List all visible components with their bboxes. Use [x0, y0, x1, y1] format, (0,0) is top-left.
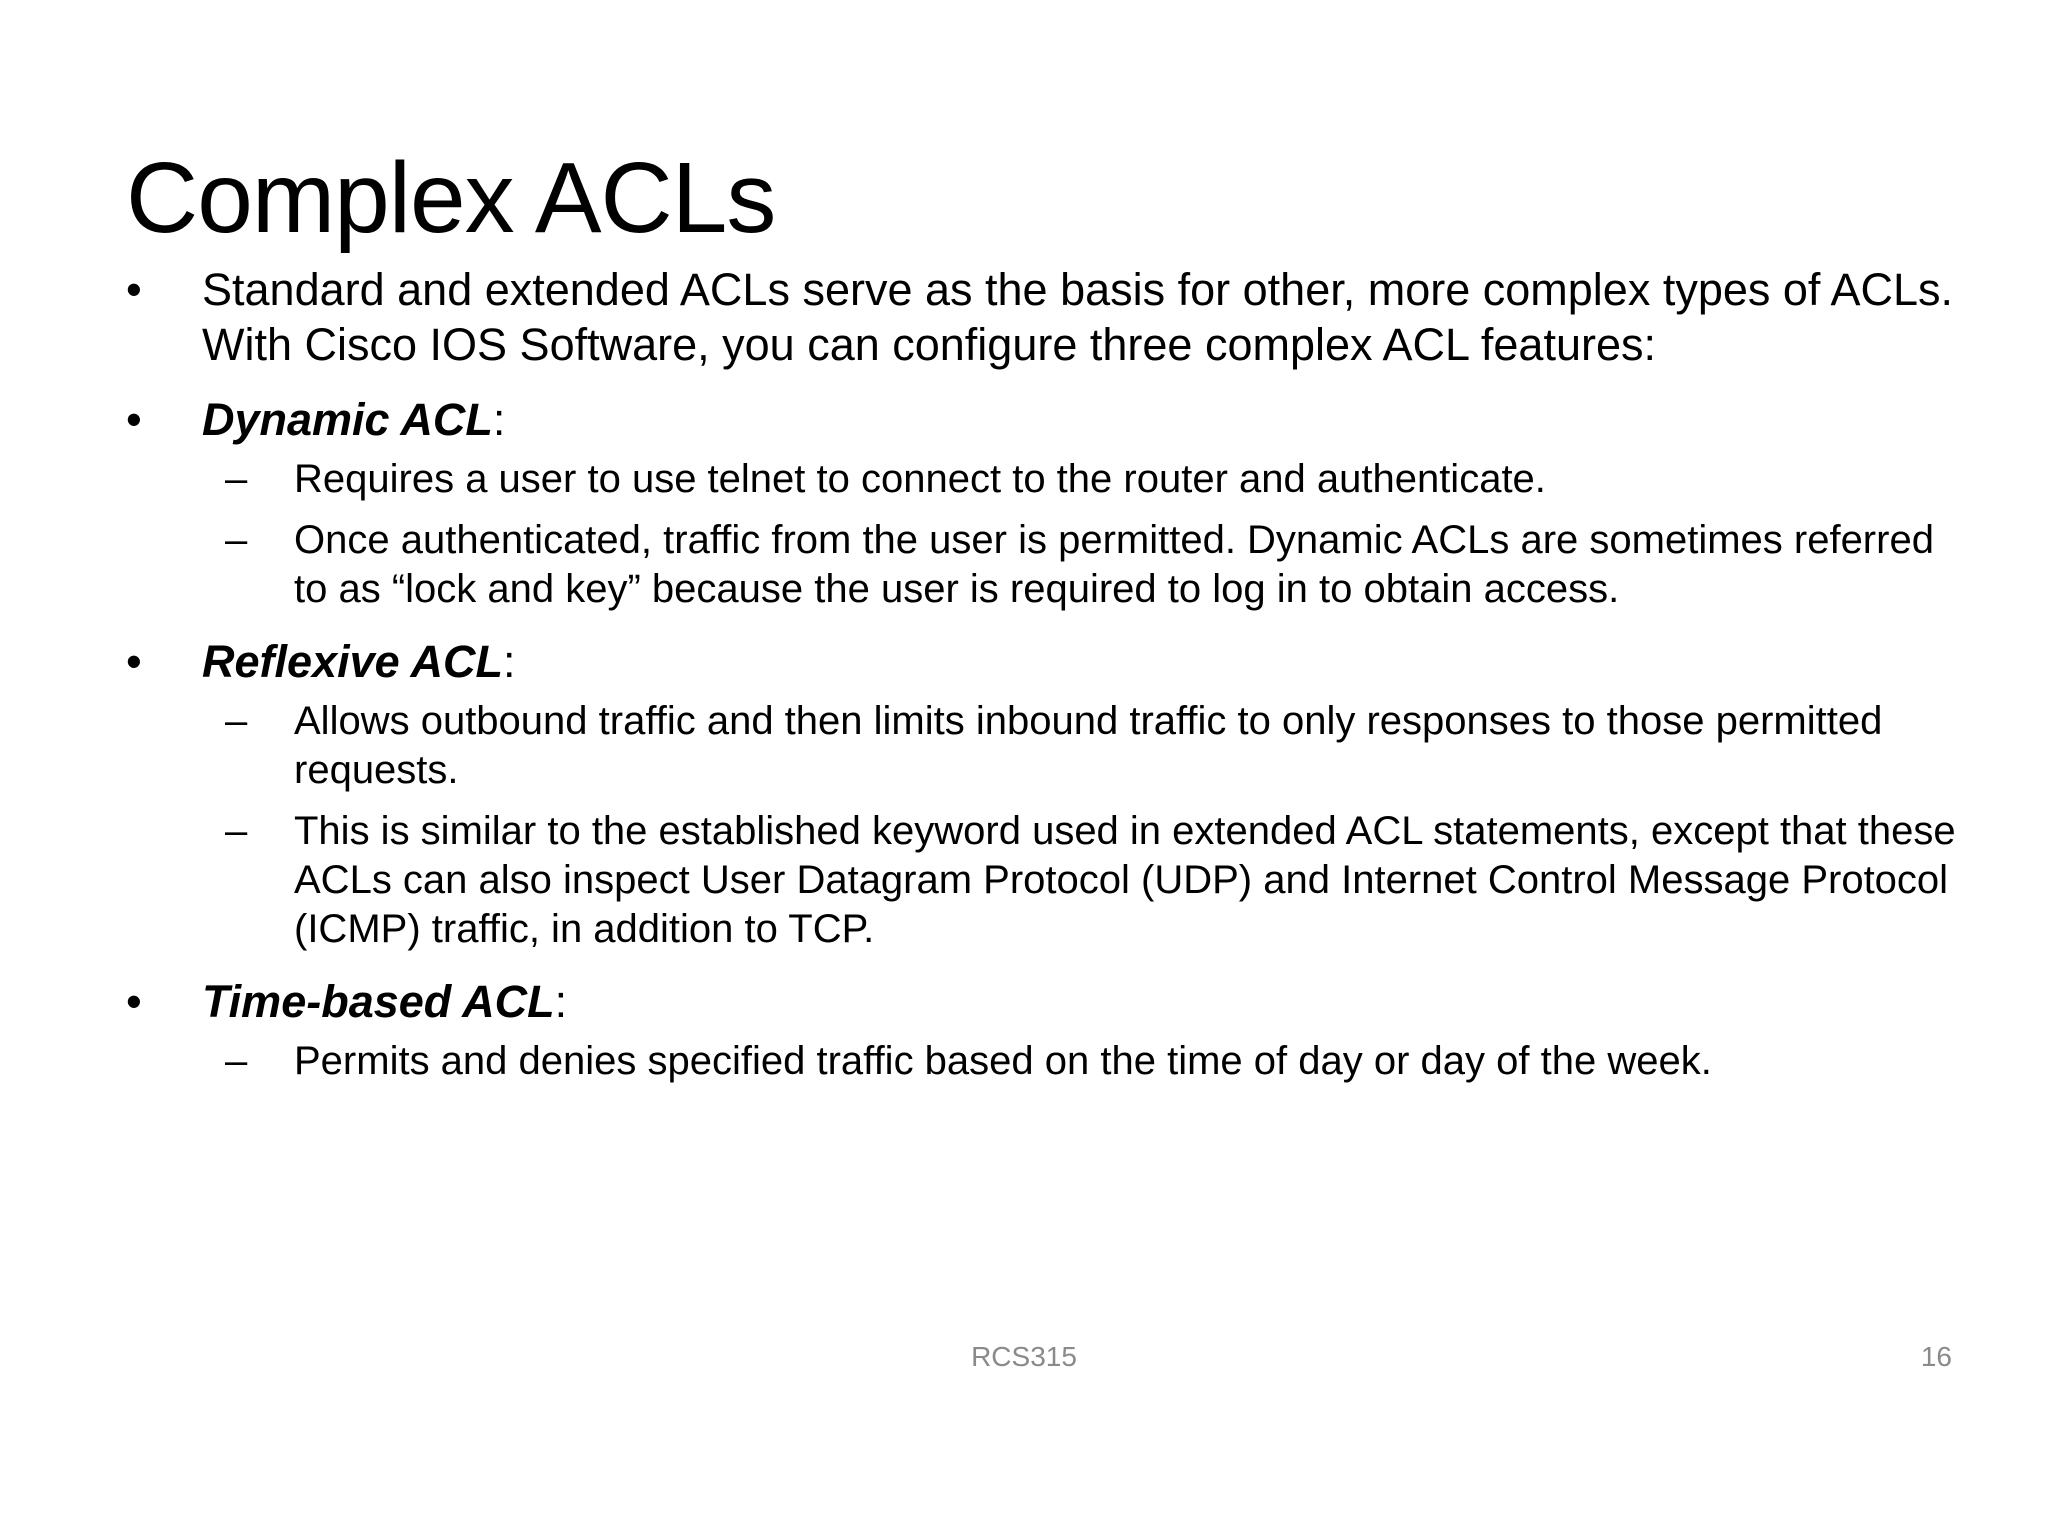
dynamic-acl-points — [126, 455, 1966, 614]
reflexive-acl-label: Reflexive ACL — [202, 636, 503, 687]
dynamic-acl-heading — [202, 392, 1966, 447]
dash-marker: – — [225, 699, 248, 743]
time-based-acl-colon: : — [554, 976, 568, 1027]
dynamic-point-2-text: Once authenticated, traffic from the user is permitted. Dynamic ACLs are sometimes referred to as “lock and key” because the user is required to log in to obtain access. — [294, 518, 1934, 611]
dynamic-point-1 — [126, 455, 1966, 504]
time-based-acl-points — [126, 1037, 1966, 1086]
dash-marker: – — [225, 1039, 248, 1083]
reflexive-point-2 — [126, 807, 1966, 954]
slide-title: Complex ACLs — [126, 142, 776, 254]
reflexive-point-1 — [126, 697, 1966, 795]
time-based-acl-label: Time-based ACL — [202, 976, 555, 1027]
reflexive-point-2-text: This is similar to the established keyword used in extended ACL statements, except that these ACLs can also inspect User Datagram Protocol (UDP) and Internet Control Message Protocol (ICMP) traffic, in addition to TCP. — [294, 809, 1956, 951]
footer-course-code: RCS315 — [971, 1341, 1077, 1372]
dash-marker: – — [225, 809, 248, 853]
dynamic-acl-colon: : — [492, 394, 506, 445]
bullet-marker: • — [126, 636, 142, 687]
dynamic-point-1-text: Requires a user to use telnet to connect to the router and authenticate. — [294, 457, 1546, 501]
bullet-marker: • — [126, 976, 142, 1027]
bullet-marker: • — [126, 264, 142, 315]
dash-marker: – — [225, 518, 248, 562]
reflexive-acl-colon: : — [502, 636, 516, 687]
reflexive-point-1-text: Allows outbound traffic and then limits inbound traffic to only responses to those permitted requests. — [294, 699, 1883, 792]
reflexive-acl-heading — [202, 634, 1966, 689]
reflexive-acl-points — [126, 697, 1966, 954]
time-based-point-1-text: Permits and denies specified traffic based on the time of day or day of the week. — [294, 1039, 1712, 1083]
slide-content — [126, 262, 1966, 1106]
bullet-marker: • — [126, 394, 142, 445]
footer-page-number: 16 — [1920, 1341, 1952, 1372]
dynamic-acl-label: Dynamic ACL — [202, 394, 493, 445]
time-based-acl-heading — [202, 974, 1966, 1029]
dash-marker: – — [225, 457, 248, 501]
bullet-time-based-acl — [126, 974, 1966, 1086]
bullet-intro — [126, 262, 1966, 372]
dynamic-point-2 — [126, 516, 1966, 614]
bullet-reflexive-acl — [126, 634, 1966, 954]
bullet-dynamic-acl — [126, 392, 1966, 614]
time-based-point-1 — [126, 1037, 1966, 1086]
intro-text: Standard and extended ACLs serve as the basis for other, more complex types of ACLs. With Cisco IOS Software, you can configure three complex ACL features: — [202, 264, 1953, 370]
